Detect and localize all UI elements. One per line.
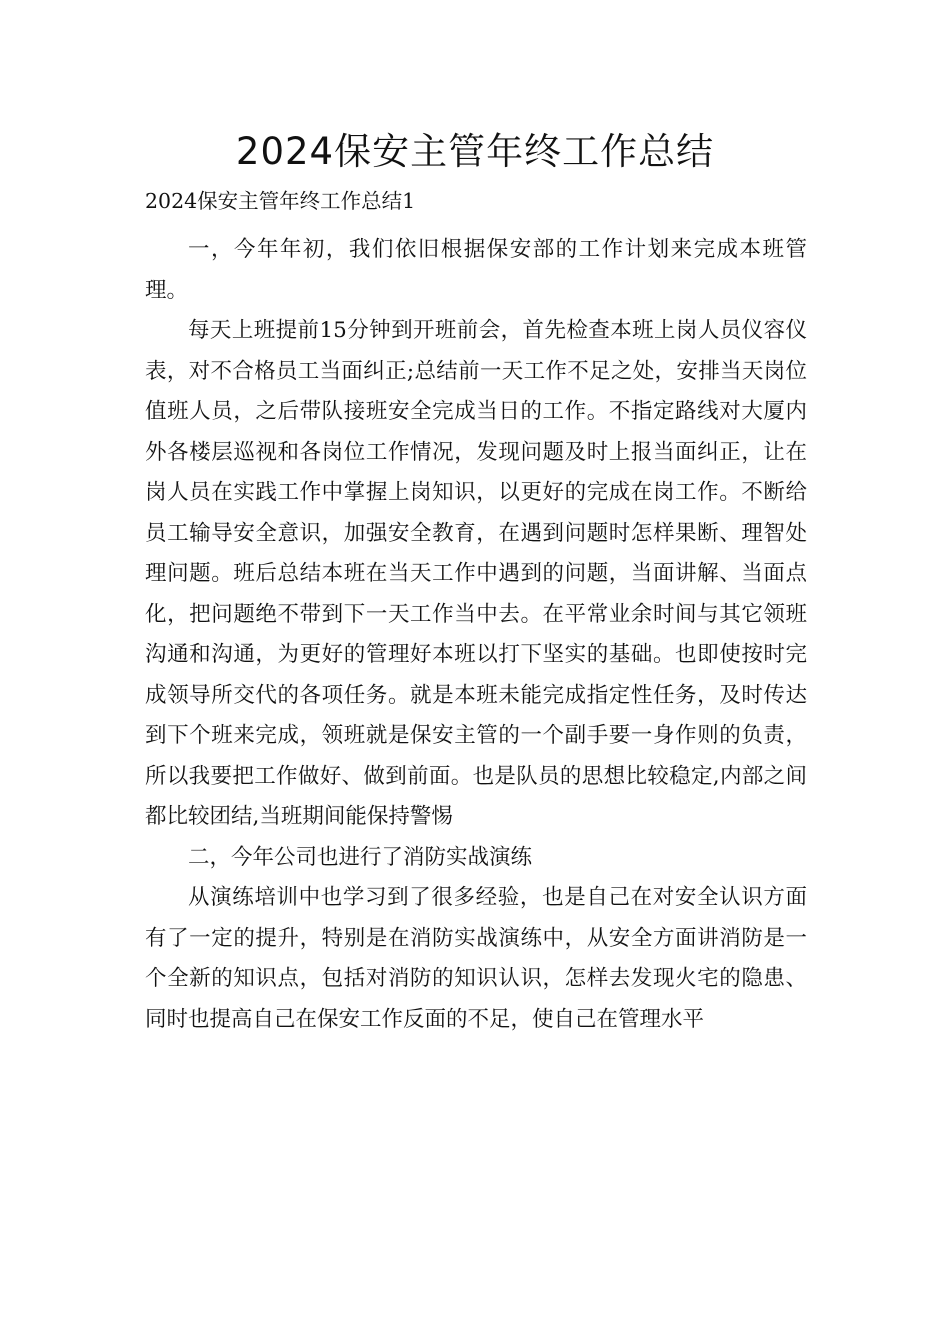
paragraph-1: 一，今年年初，我们依旧根据保安部的工作计划来完成本班管理。: [145, 237, 807, 303]
paragraph-4: 从演练培训中也学习到了很多经验，也是自己在对安全认识方面有了一定的提升，特别是在消防实战演练中，从安全方面讲消防是一个全新的知识点，包括对消防的知识认识，怎样去发现火宅的隐患、同时也提高自己在保安工作反面的不足，使自己在管理水平: [145, 885, 807, 1032]
document-subtitle: 2024保安主管年终工作总结1: [145, 189, 416, 213]
document-body: [145, 230, 807, 1040]
paragraph-3: 二，今年公司也进行了消防实战演练: [188, 844, 533, 870]
paragraph-2: 每天上班提前15分钟到开班前会，首先检查本班上岗人员仪容仪表，对不合格员工当面纠正;总结前一天工作不足之处，安排当天岗位值班人员，之后带队接班安全完成当日的工作。不指定路线对大厦内外各楼层巡视和各岗位工作情况，发现问题及时上报当面纠正，让在岗人员在实践工作中掌握上岗知识，以更好的完成在岗工作。不断给员工输导安全意识，加强安全教育，在遇到问题时怎样果断、理智处理问题。班后总结本班在当天工作中遇到的问题，当面讲解、当面点化，把问题绝不带到下一天工作当中去。在平常业余时间与其它领班沟通和沟通，为更好的管理好本班以打下坚实的基础。也即使按时完成领导所交代的各项任务。就是本班未能完成指定性任务，及时传达到下个班来完成，领班就是保安主管的一个副手要一身作则的负责，所以我要把工作做好、做到前面。也是队员的思想比较稳定,内部之间都比较团结,当班期间能保持警惕: [145, 318, 807, 829]
document-title: 2024保安主管年终工作总结: [235, 130, 715, 173]
